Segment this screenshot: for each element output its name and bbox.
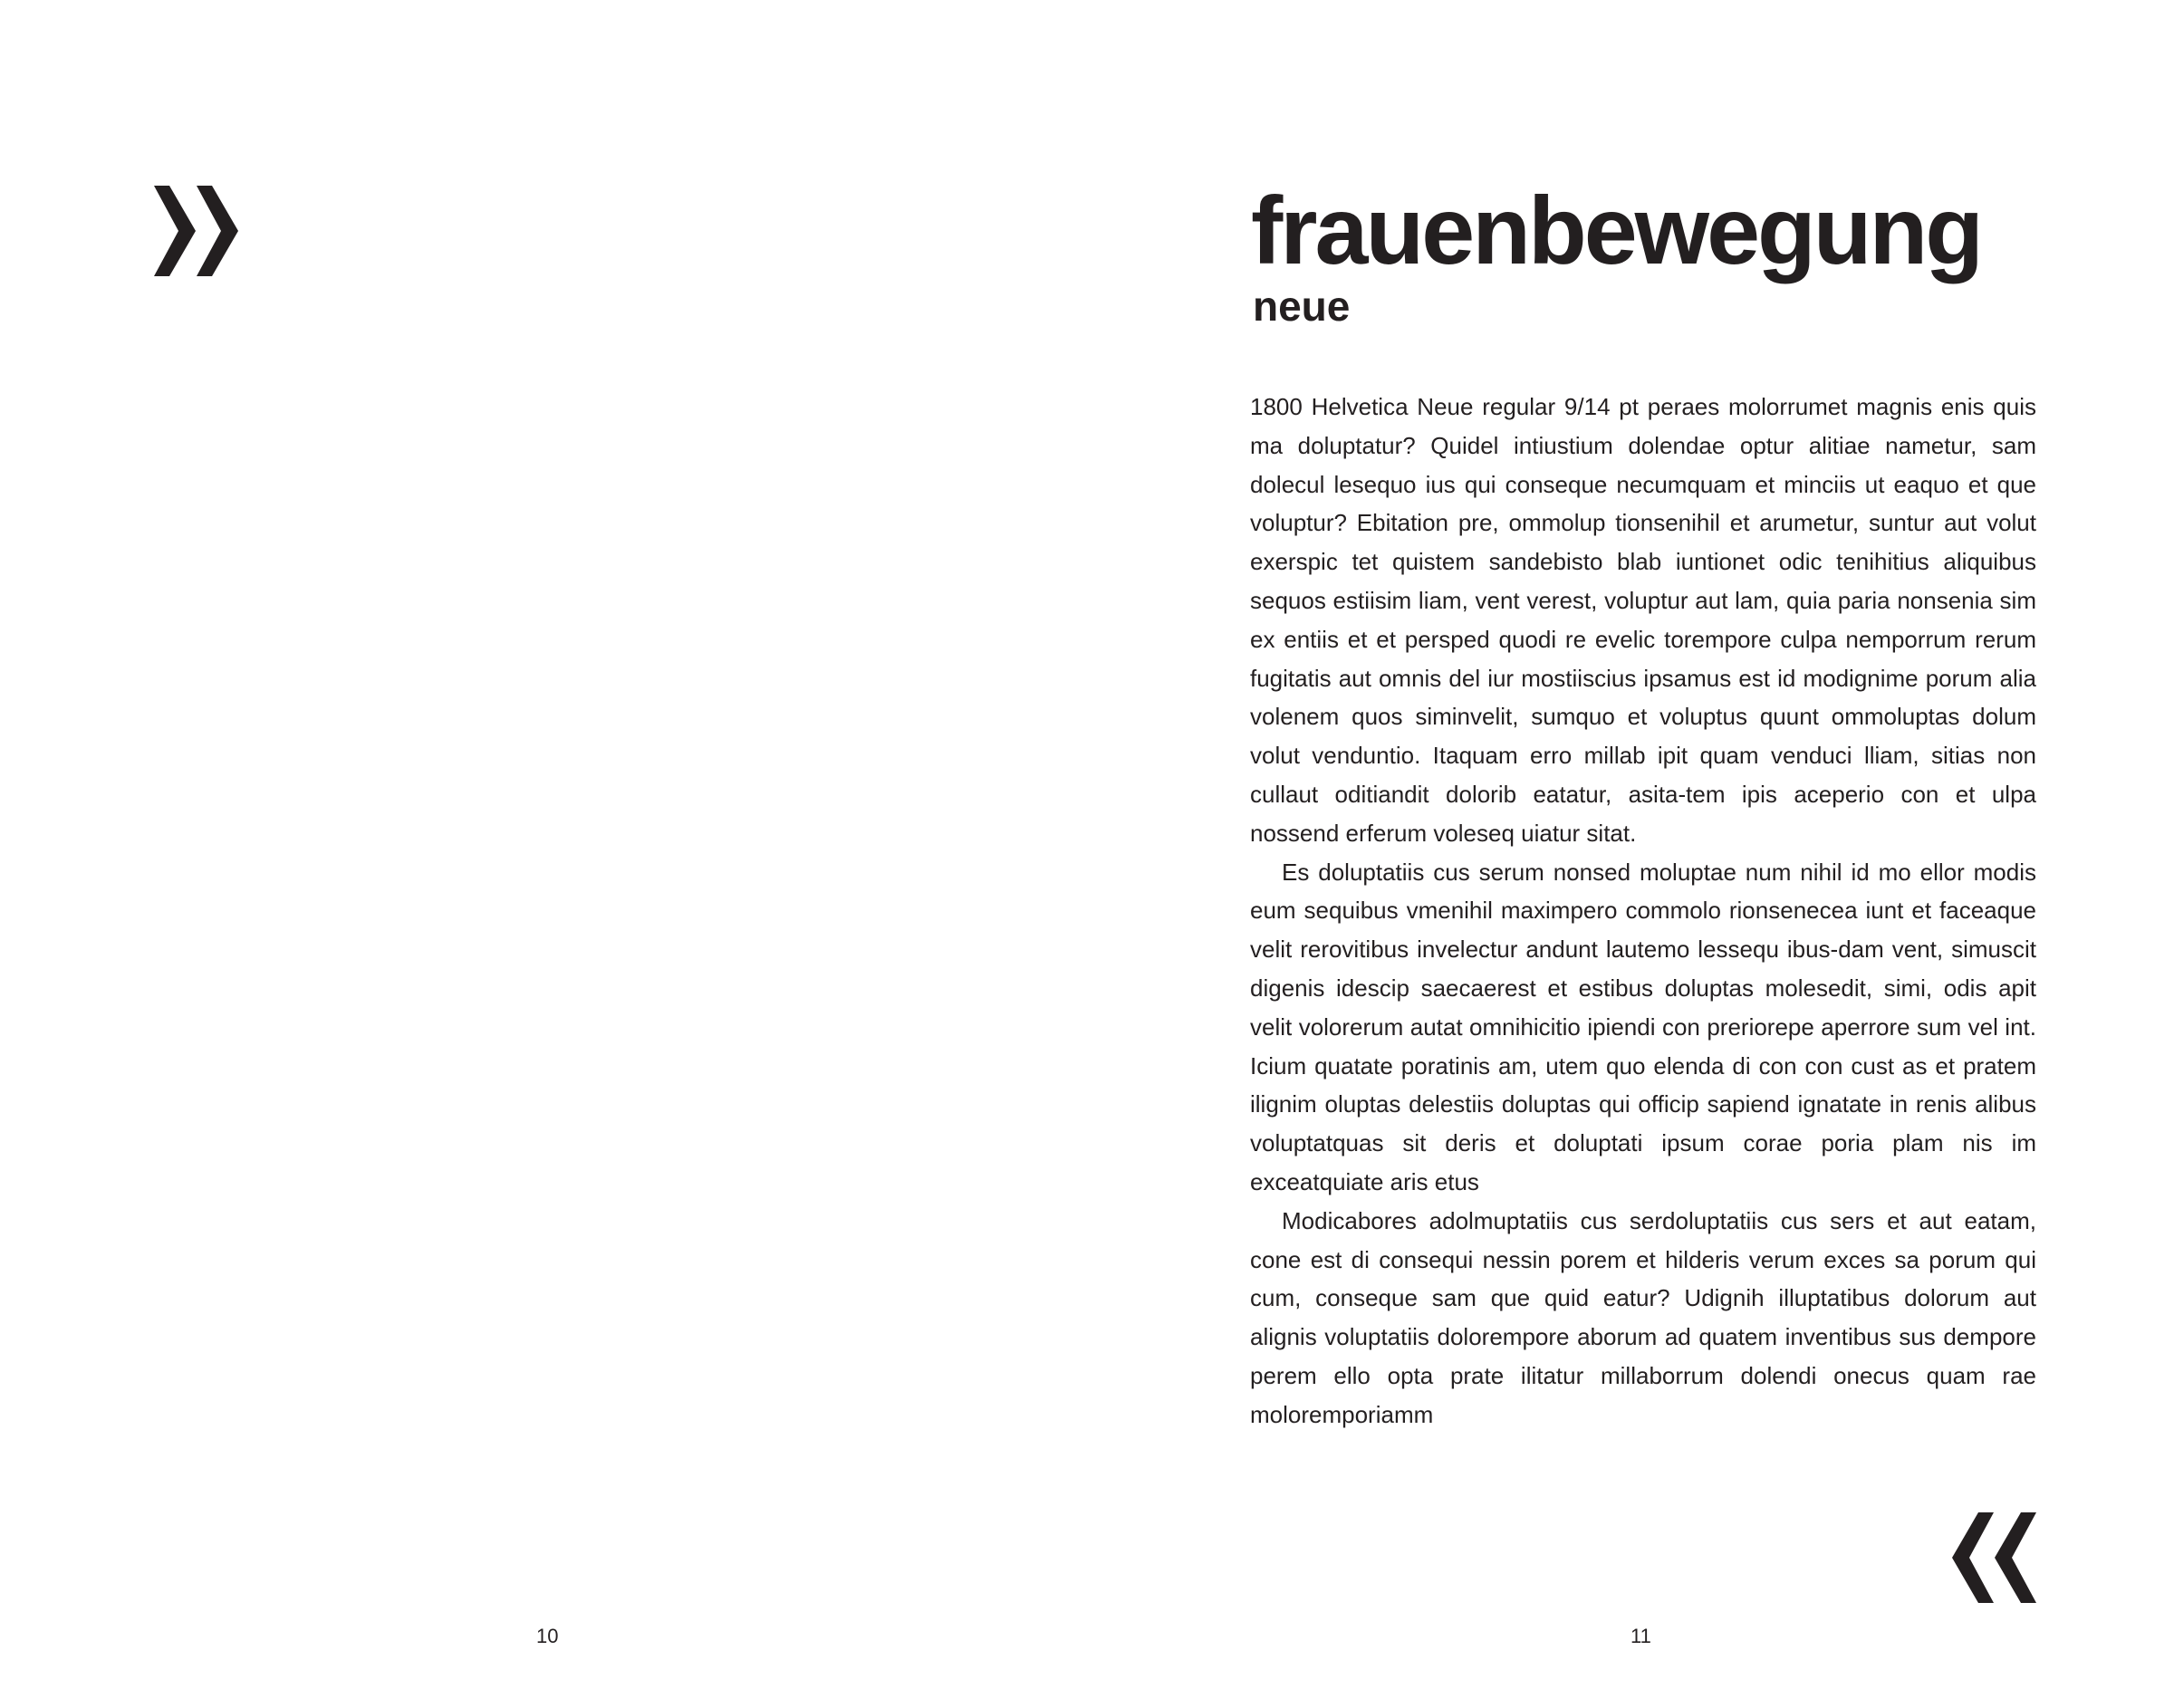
double-chevron-left-icon — [1948, 1512, 2036, 1603]
page-subtitle: neue — [1253, 283, 1351, 330]
right-page — [1087, 0, 2174, 1708]
paragraph: Es doluptatiis cus serum nonsed moluptae num nihil id mo ellor modis eum sequibus vmenihil maximpero commolo rionsenecea iunt et faceaque velit rerovitibus invelectur andunt lautemo lessequ ibus-dam vent, simuscit digenis idescip saecaerest et estibus doluptas molesedit, simi, odis apit velit volorerum autat omnihicitio ipiendi con preriorepe aperrore sum vel int. Icium quatate poratinis am, utem quo elenda di con con cust as et pratem ilignim oluptas delestiis doluptas qui officip sapiend ignatate in renis alibus voluptatquas sit deris et doluptati ipsum corae poria plam nis im exceatquiate aris etus — [1250, 858, 2036, 1195]
page-title: frauenbewegung — [1251, 178, 1982, 284]
double-chevron-right-icon — [154, 186, 243, 276]
body-text — [1250, 388, 2036, 1435]
page-number: 11 — [1630, 1625, 1651, 1647]
paragraph: Modicabores adolmuptatiis cus serdoluptatiis cus sers et aut eatam, cone est di consequi nessin porem et hilderis verum exces sa porum qui cum, conseque sam que quid eatur? Udignih illuptatibus dolorum aut alignis voluptatiis dolorempore aborum ad quatem inventibus sus dempore perem ello opta prate ilitatur millaborrum dolendi onecus quam rae moloremporiamm — [1250, 1206, 2036, 1428]
paragraph: 1800 Helvetica Neue regular 9/14 pt peraes molorrumet magnis enis quis ma doluptatur? Quidel intiustium dolendae optur alitiae nametur, sam dolecul lesequo ius qui conseque necumquam et minciis ut eaquo et que voluptur? Ebitation pre, ommolup tionsenihil et arumetur, suntur aut volut exerspic tet quistem sandebisto blab iuntionet odic tenihitius aliquibus sequos estiisim liam, vent verest, voluptur aut lam, quia paria nonsenia sim ex entiis et et persped quodi re evelic torempore culpa nemporrum rerum fugitatis aut omnis del iur mostiiscius ipsamus est id modignime porum alia volenem quos siminvelit, sumquo et voluptus quunt ommoluptas dolum volut venduntio. Itaquam erro millab ipit quam venduci lliam, sitias non cullaut oditiandit dolorib eatatur, asita-tem ipis aceperio con et ulpa nossend erferum voleseq uiatur sitat. — [1250, 393, 2036, 847]
page-number: 10 — [536, 1625, 559, 1647]
